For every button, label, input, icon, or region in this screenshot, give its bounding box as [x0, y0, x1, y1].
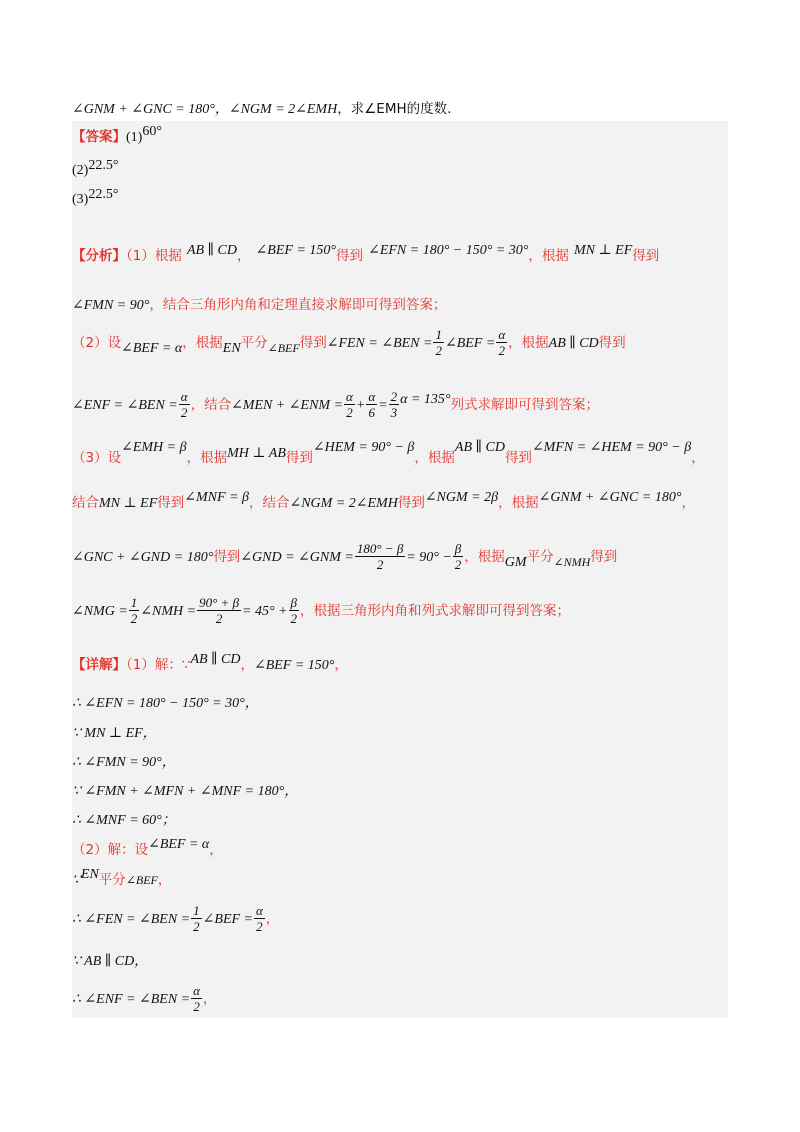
detail-line-6: ∴ ∠MNF = 60°； — [72, 813, 176, 828]
detail-line-8: ∵EN平分∠BEF， — [72, 867, 172, 888]
analysis-line-4: ∠ENF = ∠BEN = $\frac{\alpha}{2}$ ，结合∠MEN + ∠ENM = $\frac{\alpha}{2}$ + $\frac{\alpha}{6}$ = $\frac{2}{3}$ α = 135°列式求解即可得到答案； — [72, 389, 600, 420]
analysis-line-8: ∠NMG = $\frac{1}{2}$ ∠NMH = $\frac{90^\circ + \beta}{2}$ = 45° + $\frac{\beta}{2}$ ，根据三角形内角和列式求解即可得到答案； — [72, 595, 571, 626]
analysis-line-6: 结合MN ⊥ EF得到∠MNF = β，结合∠NGM = 2∠EMH得到∠NGM = 2β，根据∠GNM + ∠GNC = 180°， — [72, 490, 695, 511]
analysis-line-2: ∠FMN = 90°，结合三角形内角和定理直接求解即可得到答案； — [72, 297, 447, 313]
answer-line-1: 【答案】(1)60° — [72, 124, 162, 145]
detail-line-7: （2）解：设∠BEF = α， — [72, 837, 223, 858]
solution-panel — [72, 121, 728, 1018]
answer-line-3: (3)22.5° — [72, 187, 119, 207]
detail-label: 【详解】 — [72, 657, 126, 673]
detail-line-2: ∴ ∠EFN = 180° − 150° = 30°， — [72, 696, 259, 711]
analysis-line-3: （2）设∠BEF = α，根据EN平分$_{\angle BEF}$得到∠FEN = ∠BEN = $\frac{1}{2}$ ∠BEF = $\frac{\alpha}{2}$ ，根据AB ∥ CD得到 — [72, 327, 626, 358]
detail-line-11: ∴ ∠ENF = ∠BEN = $\frac{\alpha}{2}$ ， — [72, 983, 217, 1014]
detail-line-1: 【详解】（1）解：∵AB ∥ CD，∠BEF = 150°， — [72, 652, 348, 673]
analysis-line-1: 【分析】（1）根据 AB ∥ CD， ∠BEF = 150°得到 ∠EFN = 180° − 150° = 30°，根据 MN ⊥ EF得到 — [72, 243, 660, 264]
detail-line-3: ∵ MN ⊥ EF， — [72, 726, 157, 741]
analysis-label: 【分析】 — [72, 248, 126, 264]
analysis-line-7: ∠GNC + ∠GND = 180°得到∠GND = ∠GNM = $\frac{180^\circ - \beta}{2}$ = 90° − $\frac{\beta}{2}$ ，根据GM平分$_{\angle NMH}$得到 — [72, 541, 618, 572]
answer-label: 【答案】 — [72, 129, 126, 145]
detail-line-5: ∵ ∠FMN + ∠MFN + ∠MNF = 180°， — [72, 784, 299, 799]
question-text: ，求∠EMH的度数. — [337, 101, 452, 117]
detail-line-10: ∵ AB ∥ CD， — [72, 954, 149, 969]
detail-line-4: ∴ ∠FMN = 90°， — [72, 755, 176, 770]
condition-math: ∠GNM + ∠GNC = 180°，∠NGM = 2∠EMH — [72, 102, 338, 117]
question-line — [72, 97, 451, 118]
detail-line-9: ∴ ∠FEN = ∠BEN = $\frac{1}{2}$ ∠BEF = $\frac{\alpha}{2}$ ， — [72, 903, 280, 934]
answer-line-2: (2)22.5° — [72, 158, 119, 178]
analysis-line-5: $_{(3)设}$∠EMH = $\beta_{,根据}MH$ ⊥ $AB_{得到}\angle HEM = 90^\circ - \beta_{,根据}AB$ ∥ $CD_{得到}\angle MFN$ = ∠HEM = $90^\circ - \beta_,$ — [72, 440, 705, 466]
